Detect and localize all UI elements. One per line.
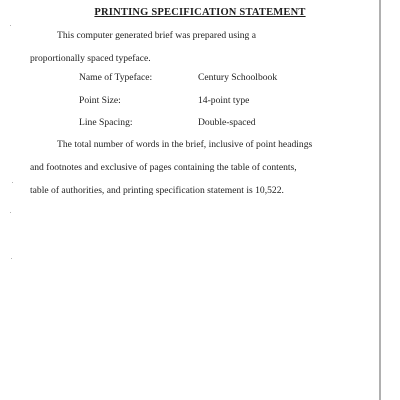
intro-line-2: proportionally spaced typeface.	[30, 53, 151, 64]
scan-speck	[11, 258, 12, 259]
intro-line-1: This computer generated brief was prepared using a	[57, 30, 256, 41]
scan-page-edge	[379, 0, 381, 400]
spec-value-typeface: Century Schoolbook	[198, 72, 278, 83]
spec-label-point-size: Point Size:	[79, 95, 121, 106]
spec-label-typeface: Name of Typeface:	[79, 72, 153, 83]
body-line-3: table of authorities, and printing specification statement is 10,522.	[30, 185, 284, 196]
spec-label-line-spacing: Line Spacing:	[79, 117, 133, 128]
spec-value-line-spacing: Double-spaced	[198, 117, 256, 128]
spec-value-point-size: 14-point type	[198, 95, 250, 106]
scan-speck	[10, 212, 11, 213]
body-line-1: The total number of words in the brief, inclusive of point headings	[57, 139, 313, 150]
scan-speck	[10, 25, 11, 26]
page-title: PRINTING SPECIFICATION STATEMENT	[94, 7, 306, 18]
scan-speck	[12, 182, 13, 183]
body-line-2: and footnotes and exclusive of pages containing the table of contents,	[30, 162, 297, 173]
